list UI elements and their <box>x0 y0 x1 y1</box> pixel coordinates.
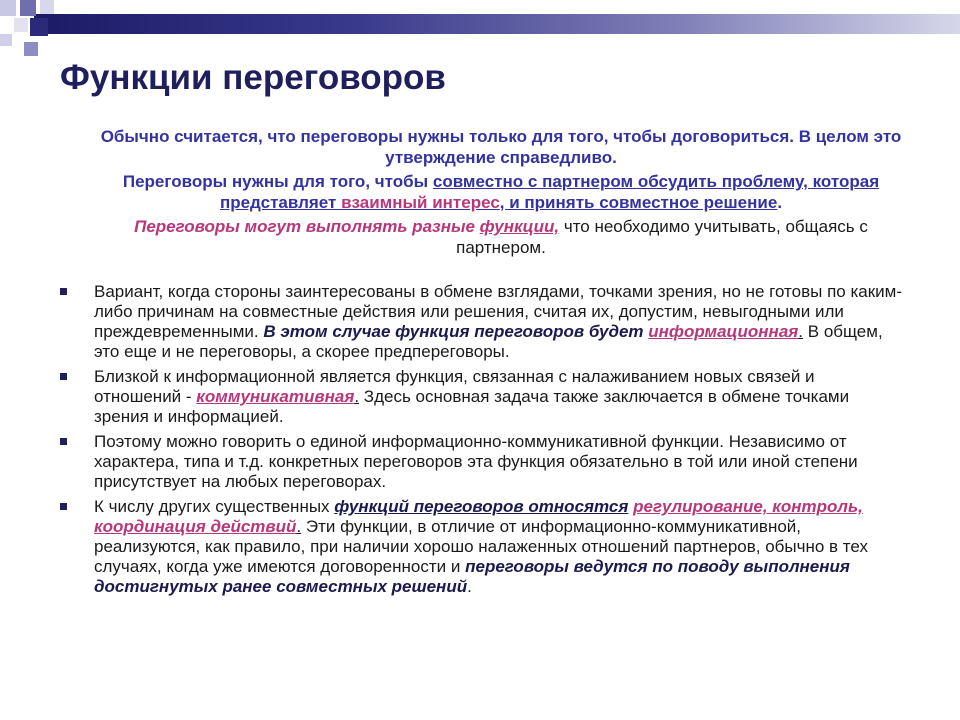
intro-text: Переговоры нужны для того, чтобы <box>122 172 433 191</box>
bullet-text: Вариант, когда стороны заинтересованы в обмене взглядами, точками зрения, но не готовы по каким-либо причинам на совместные действия или решения, считая их, допустим, невыгодными или преждевременными. <box>94 282 903 341</box>
bullet-item <box>56 367 906 427</box>
decor-square <box>30 18 48 36</box>
bullet-text: . <box>296 517 302 536</box>
underlined-text: , и принять совместное решение <box>499 193 778 212</box>
bullet-text: К числу других существенных <box>94 497 335 516</box>
decor-square <box>14 18 28 32</box>
decor-square <box>24 42 38 56</box>
highlight-functions-lead: Переговоры могут выполнять разные <box>134 217 480 236</box>
square-bullet-icon <box>60 438 67 445</box>
highlight-mutual-interest: взаимный интерес <box>341 193 500 212</box>
bullet-item <box>56 497 906 597</box>
header-gradient-bar <box>34 14 960 34</box>
underlined-text: совместно с партнером обсудить проблему, которая представляет <box>219 172 880 212</box>
decor-square <box>0 0 16 16</box>
decor-square <box>20 0 36 16</box>
slide-title: Функции переговоров <box>60 58 446 97</box>
bullet-item <box>56 432 906 492</box>
square-bullet-icon <box>60 503 67 510</box>
term-communicative: коммуникативная <box>196 387 355 406</box>
highlight-functions-word: функции, <box>479 217 560 236</box>
intro-text: . <box>777 193 783 212</box>
term-regulation-control-coordination: регулирование, контроль, координация действий <box>94 497 863 536</box>
bullet-text: Здесь основная задача также заключается в обмене точками зрения и информацией. <box>94 387 850 426</box>
intro-paragraph-3 <box>96 216 906 258</box>
bullet-text: . <box>798 322 804 341</box>
decor-square <box>40 0 54 14</box>
intro-text: что необходимо учитывать, общаясь с партнером. <box>456 217 868 257</box>
bullet-text: . <box>354 387 360 406</box>
bullet-text: В общем, это еще и не переговоры, а скорее предпереговоры. <box>94 322 883 361</box>
decor-square <box>0 34 12 46</box>
bullet-text: Близкой к информационной является функция, связанная с налаживанием новых связей и отношений - <box>94 367 815 406</box>
bullet-emphasis: переговоры ведутся по поводу выполнения достигнутых ранее совместных решений <box>94 557 850 596</box>
bullet-text: . <box>467 577 472 596</box>
bullet-emphasis: функций переговоров относятся <box>334 497 629 516</box>
bullet-text: Эти функции, в отличие от информационно-коммуникативной, реализуются, как правило, при наличии хорошо налаженных отношений партнеров, обычно в тех случаях, когда уже имеются договоренности и <box>94 517 868 576</box>
bullet-item <box>56 282 906 362</box>
square-bullet-icon <box>60 288 67 295</box>
bullet-emphasis: В этом случае функция переговоров будет <box>263 322 649 341</box>
square-bullet-icon <box>60 373 67 380</box>
bullet-text: Поэтому можно говорить о единой информационно-коммуникативной функции. Независимо от характера, типа и т.д. конкретных переговоров эта функция обязательно в той или иной степени присутствует на любых переговорах. <box>94 432 858 491</box>
intro-paragraph-2 <box>96 171 906 213</box>
term-informational: информационная <box>648 322 799 341</box>
bullet-list <box>56 282 906 602</box>
intro-paragraph-1: Обычно считается, что переговоры нужны только для того, чтобы договориться. В целом это утверждение справедливо. <box>100 127 902 167</box>
intro-block <box>96 126 906 261</box>
